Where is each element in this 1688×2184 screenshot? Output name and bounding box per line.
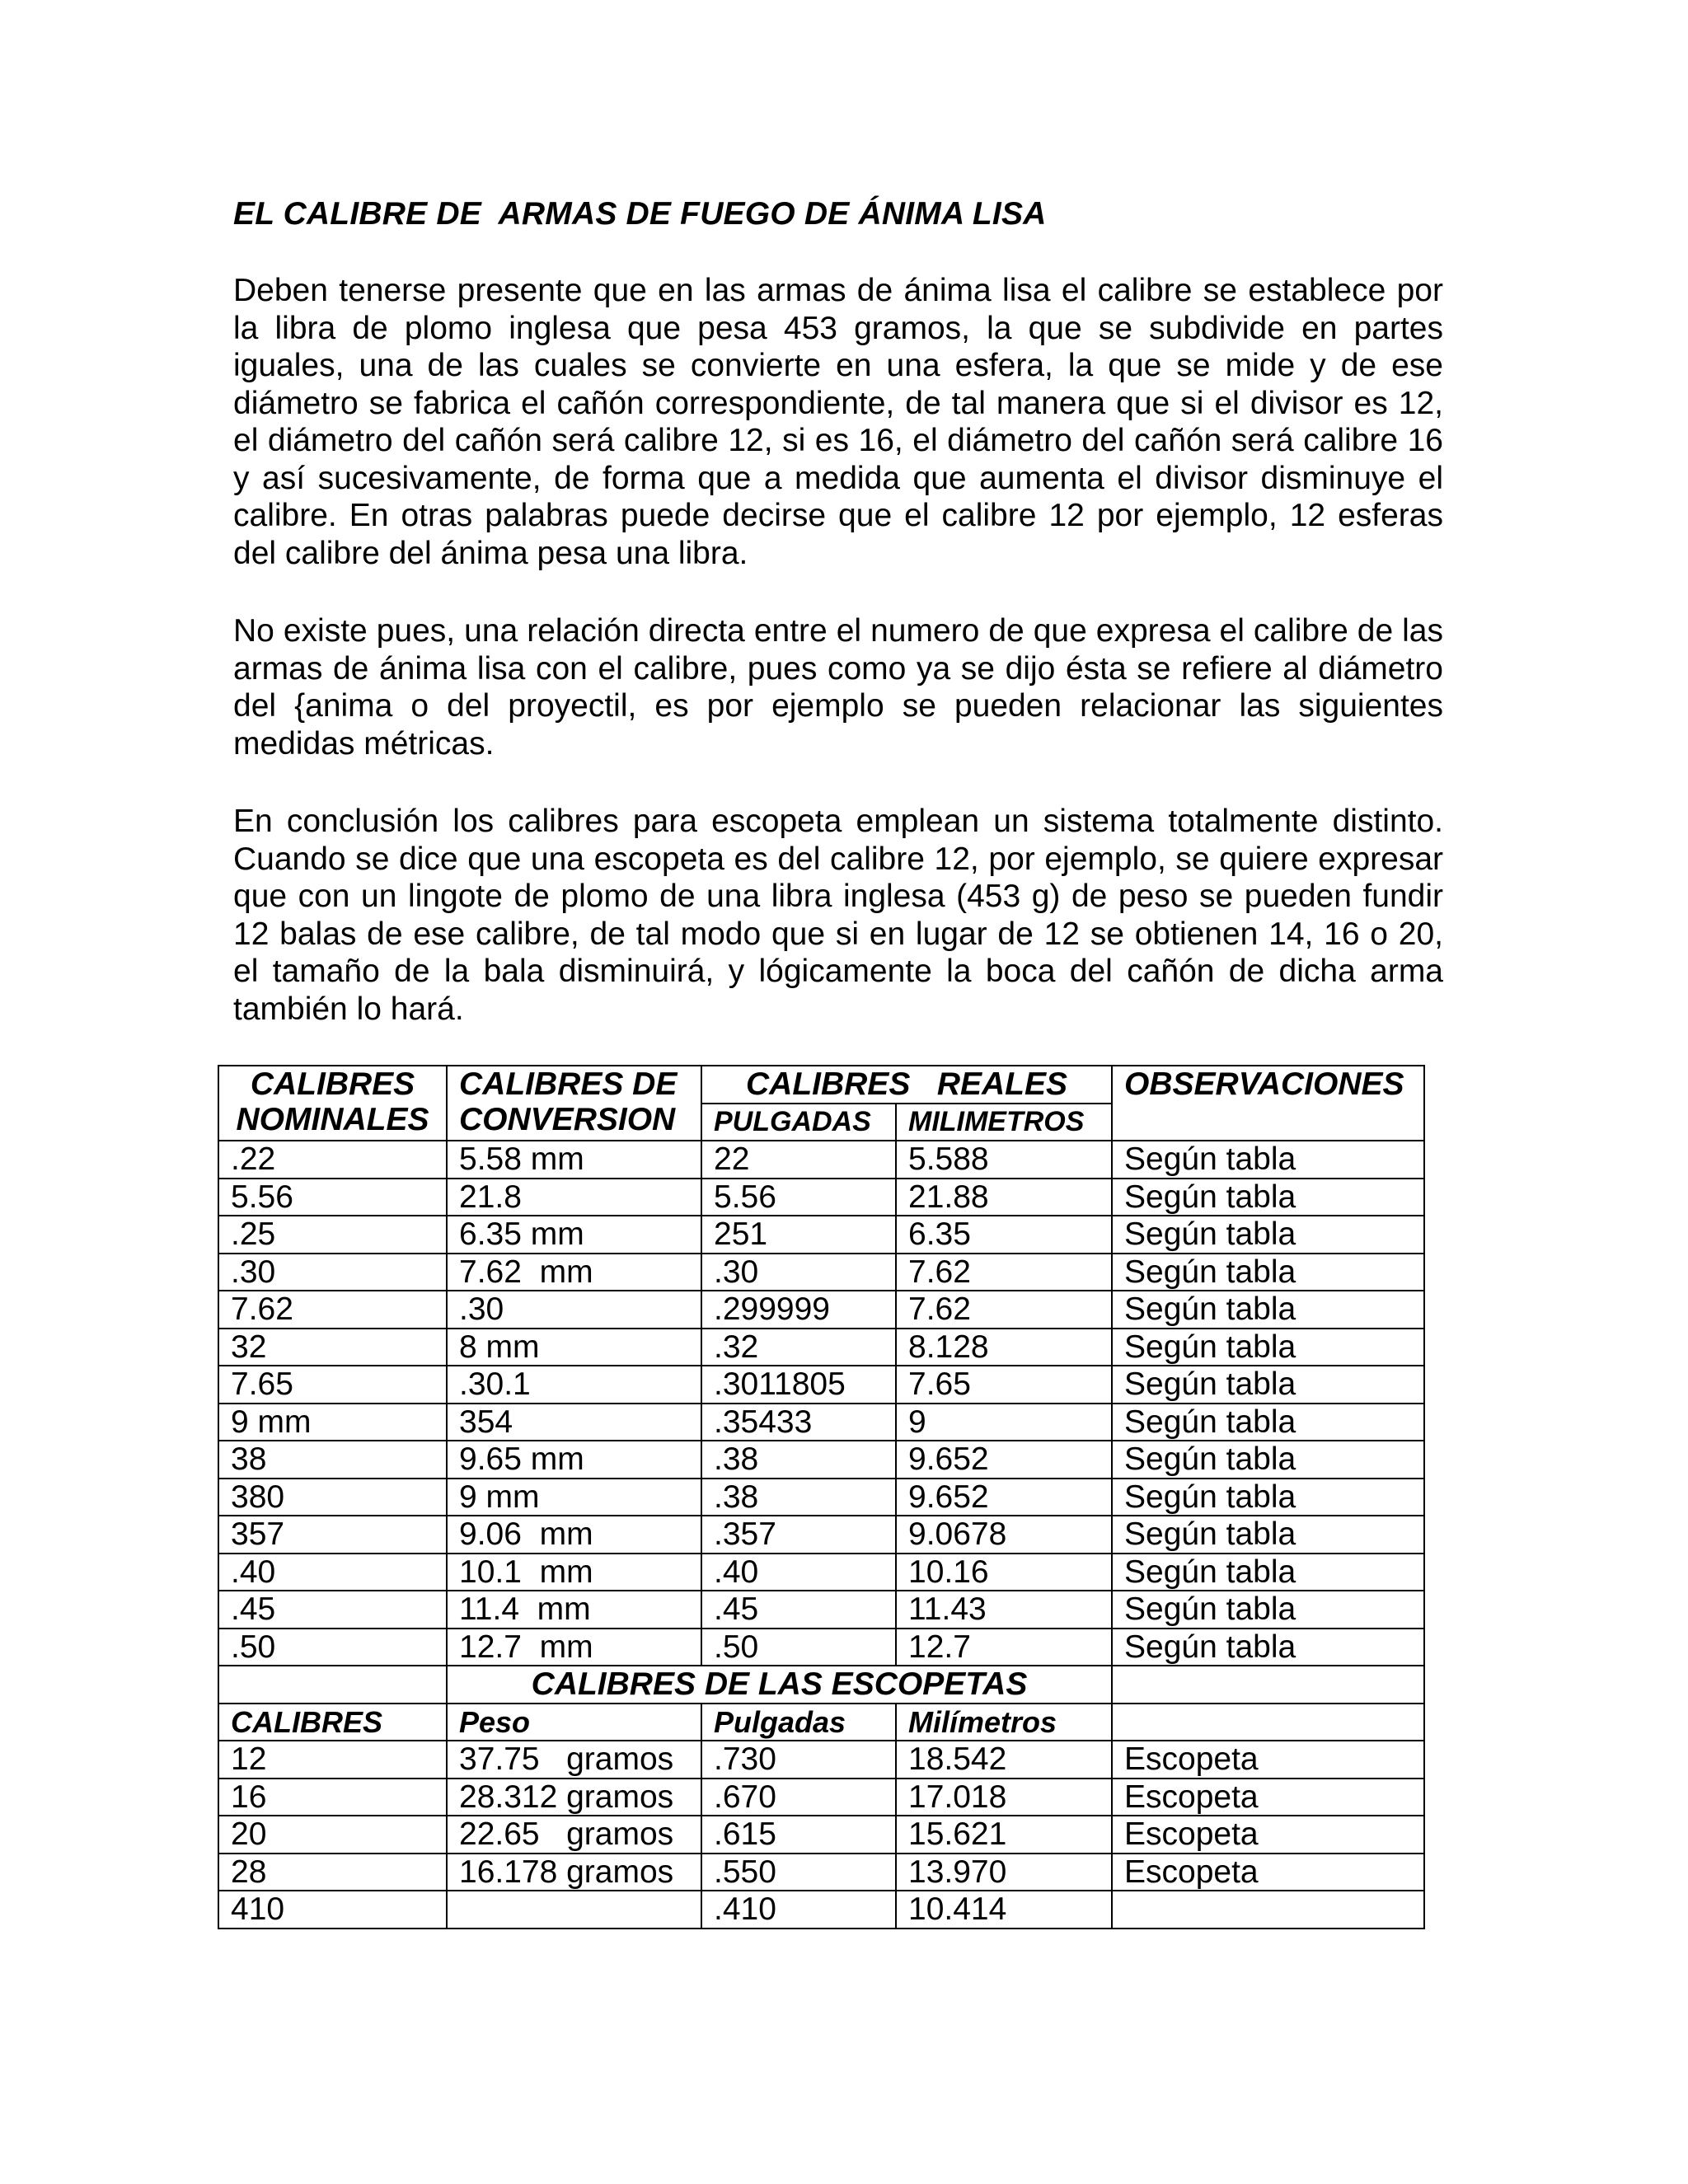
- cell-observaciones: Según tabla: [1112, 1254, 1424, 1291]
- cell-pulgadas: .3011805: [701, 1366, 896, 1404]
- cell-nominal: 380: [218, 1479, 447, 1516]
- cell-nominal: .45: [218, 1591, 447, 1629]
- cell-nominal: .40: [218, 1554, 447, 1591]
- cell-observaciones: Según tabla: [1112, 1441, 1424, 1479]
- cell-empty: [1112, 1704, 1424, 1741]
- cell-conversion: 11.4 mm: [447, 1591, 701, 1629]
- cell-pulgadas: .299999: [701, 1291, 896, 1329]
- cell-milimetros: 6.35: [896, 1216, 1112, 1254]
- header-pulgadas: PULGADAS: [701, 1104, 896, 1141]
- cell-conversion: [447, 1891, 701, 1929]
- cell-observaciones: Según tabla: [1112, 1291, 1424, 1329]
- cell-pulgadas: .670: [701, 1779, 896, 1816]
- table-row: [218, 1366, 1424, 1404]
- cell-milimetros: 9.652: [896, 1441, 1112, 1479]
- table-row: [218, 1629, 1424, 1666]
- header-calibres-reales: CALIBRES REALES: [701, 1066, 1112, 1104]
- cell-conversion: 9 mm: [447, 1479, 701, 1516]
- table-row: [218, 1516, 1424, 1554]
- escopetas-section-row: [218, 1666, 1424, 1704]
- cell-pulgadas: .38: [701, 1479, 896, 1516]
- cell-conversion: 9.06 mm: [447, 1516, 701, 1554]
- escopeta-row: [218, 1854, 1424, 1891]
- table-row: [218, 1179, 1424, 1216]
- table-row: [218, 1479, 1424, 1516]
- cell-pulgadas: .357: [701, 1516, 896, 1554]
- cell-conversion: 22.65 gramos: [447, 1816, 701, 1854]
- cell-conversion: 12.7 mm: [447, 1629, 701, 1666]
- cell-observaciones: Según tabla: [1112, 1554, 1424, 1591]
- cell-pulgadas: 5.56: [701, 1179, 896, 1216]
- cell-milimetros: 9.0678: [896, 1516, 1112, 1554]
- cell-pulgadas: 251: [701, 1216, 896, 1254]
- paragraph-3: En conclusión los calibres para escopeta emplean un sistema totalmente distinto. Cuando se dice que una escopeta es del calibre 12, por ejemplo, se quiere expresar que con un lingote de plomo de una libra inglesa (453 g) de peso se pueden fundir 12 balas de ese calibre, de tal modo que si en lugar de 12 se obtienen 14, 16 o 20, el tamaño de la bala disminuirá, y lógicamente la boca del cañón de dicha arma también lo hará.: [233, 804, 1443, 1027]
- cell-observaciones: Según tabla: [1112, 1141, 1424, 1179]
- escopetas-header-row: [218, 1704, 1424, 1741]
- cell-pulgadas: .32: [701, 1329, 896, 1366]
- cell-nominal: 16: [218, 1779, 447, 1816]
- table-row: [218, 1329, 1424, 1366]
- cell-observaciones: Según tabla: [1112, 1591, 1424, 1629]
- cell-pulgadas: .410: [701, 1891, 896, 1929]
- cell-conversion: 16.178 gramos: [447, 1854, 701, 1891]
- cell-observaciones: Según tabla: [1112, 1479, 1424, 1516]
- cell-conversion: 7.62 mm: [447, 1254, 701, 1291]
- header-calibres-nominales: CALIBRES NOMINALES: [218, 1066, 447, 1141]
- cell-observaciones: Según tabla: [1112, 1629, 1424, 1666]
- cell-conversion: 28.312 gramos: [447, 1779, 701, 1816]
- cell-observaciones: Escopeta: [1112, 1741, 1424, 1779]
- paragraph-1: Deben tenerse presente que en las armas de ánima lisa el calibre se establece por la libra de plomo inglesa que pesa 453 gramos, la que se subdivide en partes iguales, una de las cuales se convierte en una esfera, la que se mide y de ese diámetro se fabrica el cañón correspondiente, de tal manera que si el divisor es 12, el diámetro del cañón será calibre 12, si es 16, el diámetro del cañón será calibre 16 y así sucesivamente, de forma que a medida que aumenta el divisor disminuye el calibre. En otras palabras puede decirse que el calibre 12 por ejemplo, 12 esferas del calibre del ánima pesa una libra.: [233, 273, 1443, 571]
- cell-conversion: 6.35 mm: [447, 1216, 701, 1254]
- cell-nominal: 20: [218, 1816, 447, 1854]
- cell-nominal: 12: [218, 1741, 447, 1779]
- escopeta-row: [218, 1816, 1424, 1854]
- cell-observaciones: Escopeta: [1112, 1816, 1424, 1854]
- cell-milimetros: 17.018: [896, 1779, 1112, 1816]
- header-milimetros: MILIMETROS: [896, 1104, 1112, 1141]
- cell-nominal: 7.62: [218, 1291, 447, 1329]
- cell-milimetros: 9: [896, 1404, 1112, 1441]
- cell-pulgadas: .50: [701, 1629, 896, 1666]
- cell-milimetros: 8.128: [896, 1329, 1112, 1366]
- cell-milimetros: 9.652: [896, 1479, 1112, 1516]
- cell-observaciones: Escopeta: [1112, 1779, 1424, 1816]
- cell-pulgadas: .615: [701, 1816, 896, 1854]
- table-row: [218, 1254, 1424, 1291]
- cell-milimetros: 15.621: [896, 1816, 1112, 1854]
- cell-milimetros: 13.970: [896, 1854, 1112, 1891]
- cell-conversion: 354: [447, 1404, 701, 1441]
- escopeta-row: [218, 1891, 1424, 1929]
- cell-nominal: 5.56: [218, 1179, 447, 1216]
- cell-observaciones: Según tabla: [1112, 1516, 1424, 1554]
- cell-nominal: 32: [218, 1329, 447, 1366]
- cell-pulgadas: .38: [701, 1441, 896, 1479]
- cell-nominal: .30: [218, 1254, 447, 1291]
- table-row: [218, 1441, 1424, 1479]
- cell-conversion: 10.1 mm: [447, 1554, 701, 1591]
- escopeta-row: [218, 1779, 1424, 1816]
- cell-nominal: 357: [218, 1516, 447, 1554]
- cell-pulgadas: .550: [701, 1854, 896, 1891]
- cell-conversion: .30.1: [447, 1366, 701, 1404]
- table-row: [218, 1554, 1424, 1591]
- cell-nominal: .25: [218, 1216, 447, 1254]
- cell-nominal: 38: [218, 1441, 447, 1479]
- cell-pulgadas: 22: [701, 1141, 896, 1179]
- cell-pulgadas: .730: [701, 1741, 896, 1779]
- cell-pulgadas: .30: [701, 1254, 896, 1291]
- escopetas-header-nominal: CALIBRES: [218, 1704, 447, 1741]
- cell-nominal: 28: [218, 1854, 447, 1891]
- cell-pulgadas: .45: [701, 1591, 896, 1629]
- cell-milimetros: 10.414: [896, 1891, 1112, 1929]
- cell-empty: [1112, 1666, 1424, 1704]
- escopetas-header-milimetros: Milímetros: [896, 1704, 1112, 1741]
- cell-conversion: 8 mm: [447, 1329, 701, 1366]
- escopetas-title: CALIBRES DE LAS ESCOPETAS: [447, 1666, 1112, 1704]
- cell-pulgadas: .40: [701, 1554, 896, 1591]
- escopetas-header-pulgadas: Pulgadas: [701, 1704, 896, 1741]
- table-row: [218, 1404, 1424, 1441]
- cell-observaciones: Según tabla: [1112, 1366, 1424, 1404]
- cell-milimetros: 21.88: [896, 1179, 1112, 1216]
- cell-observaciones: Escopeta: [1112, 1854, 1424, 1891]
- cell-conversion: 37.75 gramos: [447, 1741, 701, 1779]
- table-row: [218, 1141, 1424, 1179]
- header-calibres-conversion: CALIBRES DE CONVERSION: [447, 1066, 701, 1141]
- cell-milimetros: 7.62: [896, 1254, 1112, 1291]
- cell-conversion: 9.65 mm: [447, 1441, 701, 1479]
- calibres-table: [218, 1065, 1425, 1929]
- table-row: [218, 1591, 1424, 1629]
- escopetas-header-conversion: Peso: [447, 1704, 701, 1741]
- cell-observaciones: [1112, 1891, 1424, 1929]
- paragraph-2: No existe pues, una relación directa entre el numero de que expresa el calibre de las armas de ánima lisa con el calibre, pues como ya se dijo ésta se refiere al diámetro del {anima o del proyectil, es por ejemplo se pueden relacionar las siguientes medidas métricas.: [233, 613, 1443, 762]
- cell-conversion: .30: [447, 1291, 701, 1329]
- cell-milimetros: 12.7: [896, 1629, 1112, 1666]
- header-observaciones: OBSERVACIONES: [1112, 1066, 1424, 1141]
- cell-milimetros: 7.62: [896, 1291, 1112, 1329]
- cell-pulgadas: .35433: [701, 1404, 896, 1441]
- cell-observaciones: Según tabla: [1112, 1216, 1424, 1254]
- table-row: [218, 1291, 1424, 1329]
- cell-conversion: 5.58 mm: [447, 1141, 701, 1179]
- cell-observaciones: Según tabla: [1112, 1329, 1424, 1366]
- document-title: EL CALIBRE DE ARMAS DE FUEGO DE ÁNIMA LISA: [233, 196, 1047, 232]
- cell-observaciones: Según tabla: [1112, 1404, 1424, 1441]
- cell-conversion: 21.8: [447, 1179, 701, 1216]
- cell-milimetros: 7.65: [896, 1366, 1112, 1404]
- cell-milimetros: 18.542: [896, 1741, 1112, 1779]
- cell-milimetros: 5.588: [896, 1141, 1112, 1179]
- cell-nominal: .22: [218, 1141, 447, 1179]
- cell-nominal: 410: [218, 1891, 447, 1929]
- cell-observaciones: Según tabla: [1112, 1179, 1424, 1216]
- table-header-row: [218, 1066, 1424, 1104]
- cell-milimetros: 11.43: [896, 1591, 1112, 1629]
- cell-nominal: .50: [218, 1629, 447, 1666]
- escopeta-row: [218, 1741, 1424, 1779]
- cell-nominal: 7.65: [218, 1366, 447, 1404]
- table-row: [218, 1216, 1424, 1254]
- cell-nominal: 9 mm: [218, 1404, 447, 1441]
- cell-empty: [218, 1666, 447, 1704]
- cell-milimetros: 10.16: [896, 1554, 1112, 1591]
